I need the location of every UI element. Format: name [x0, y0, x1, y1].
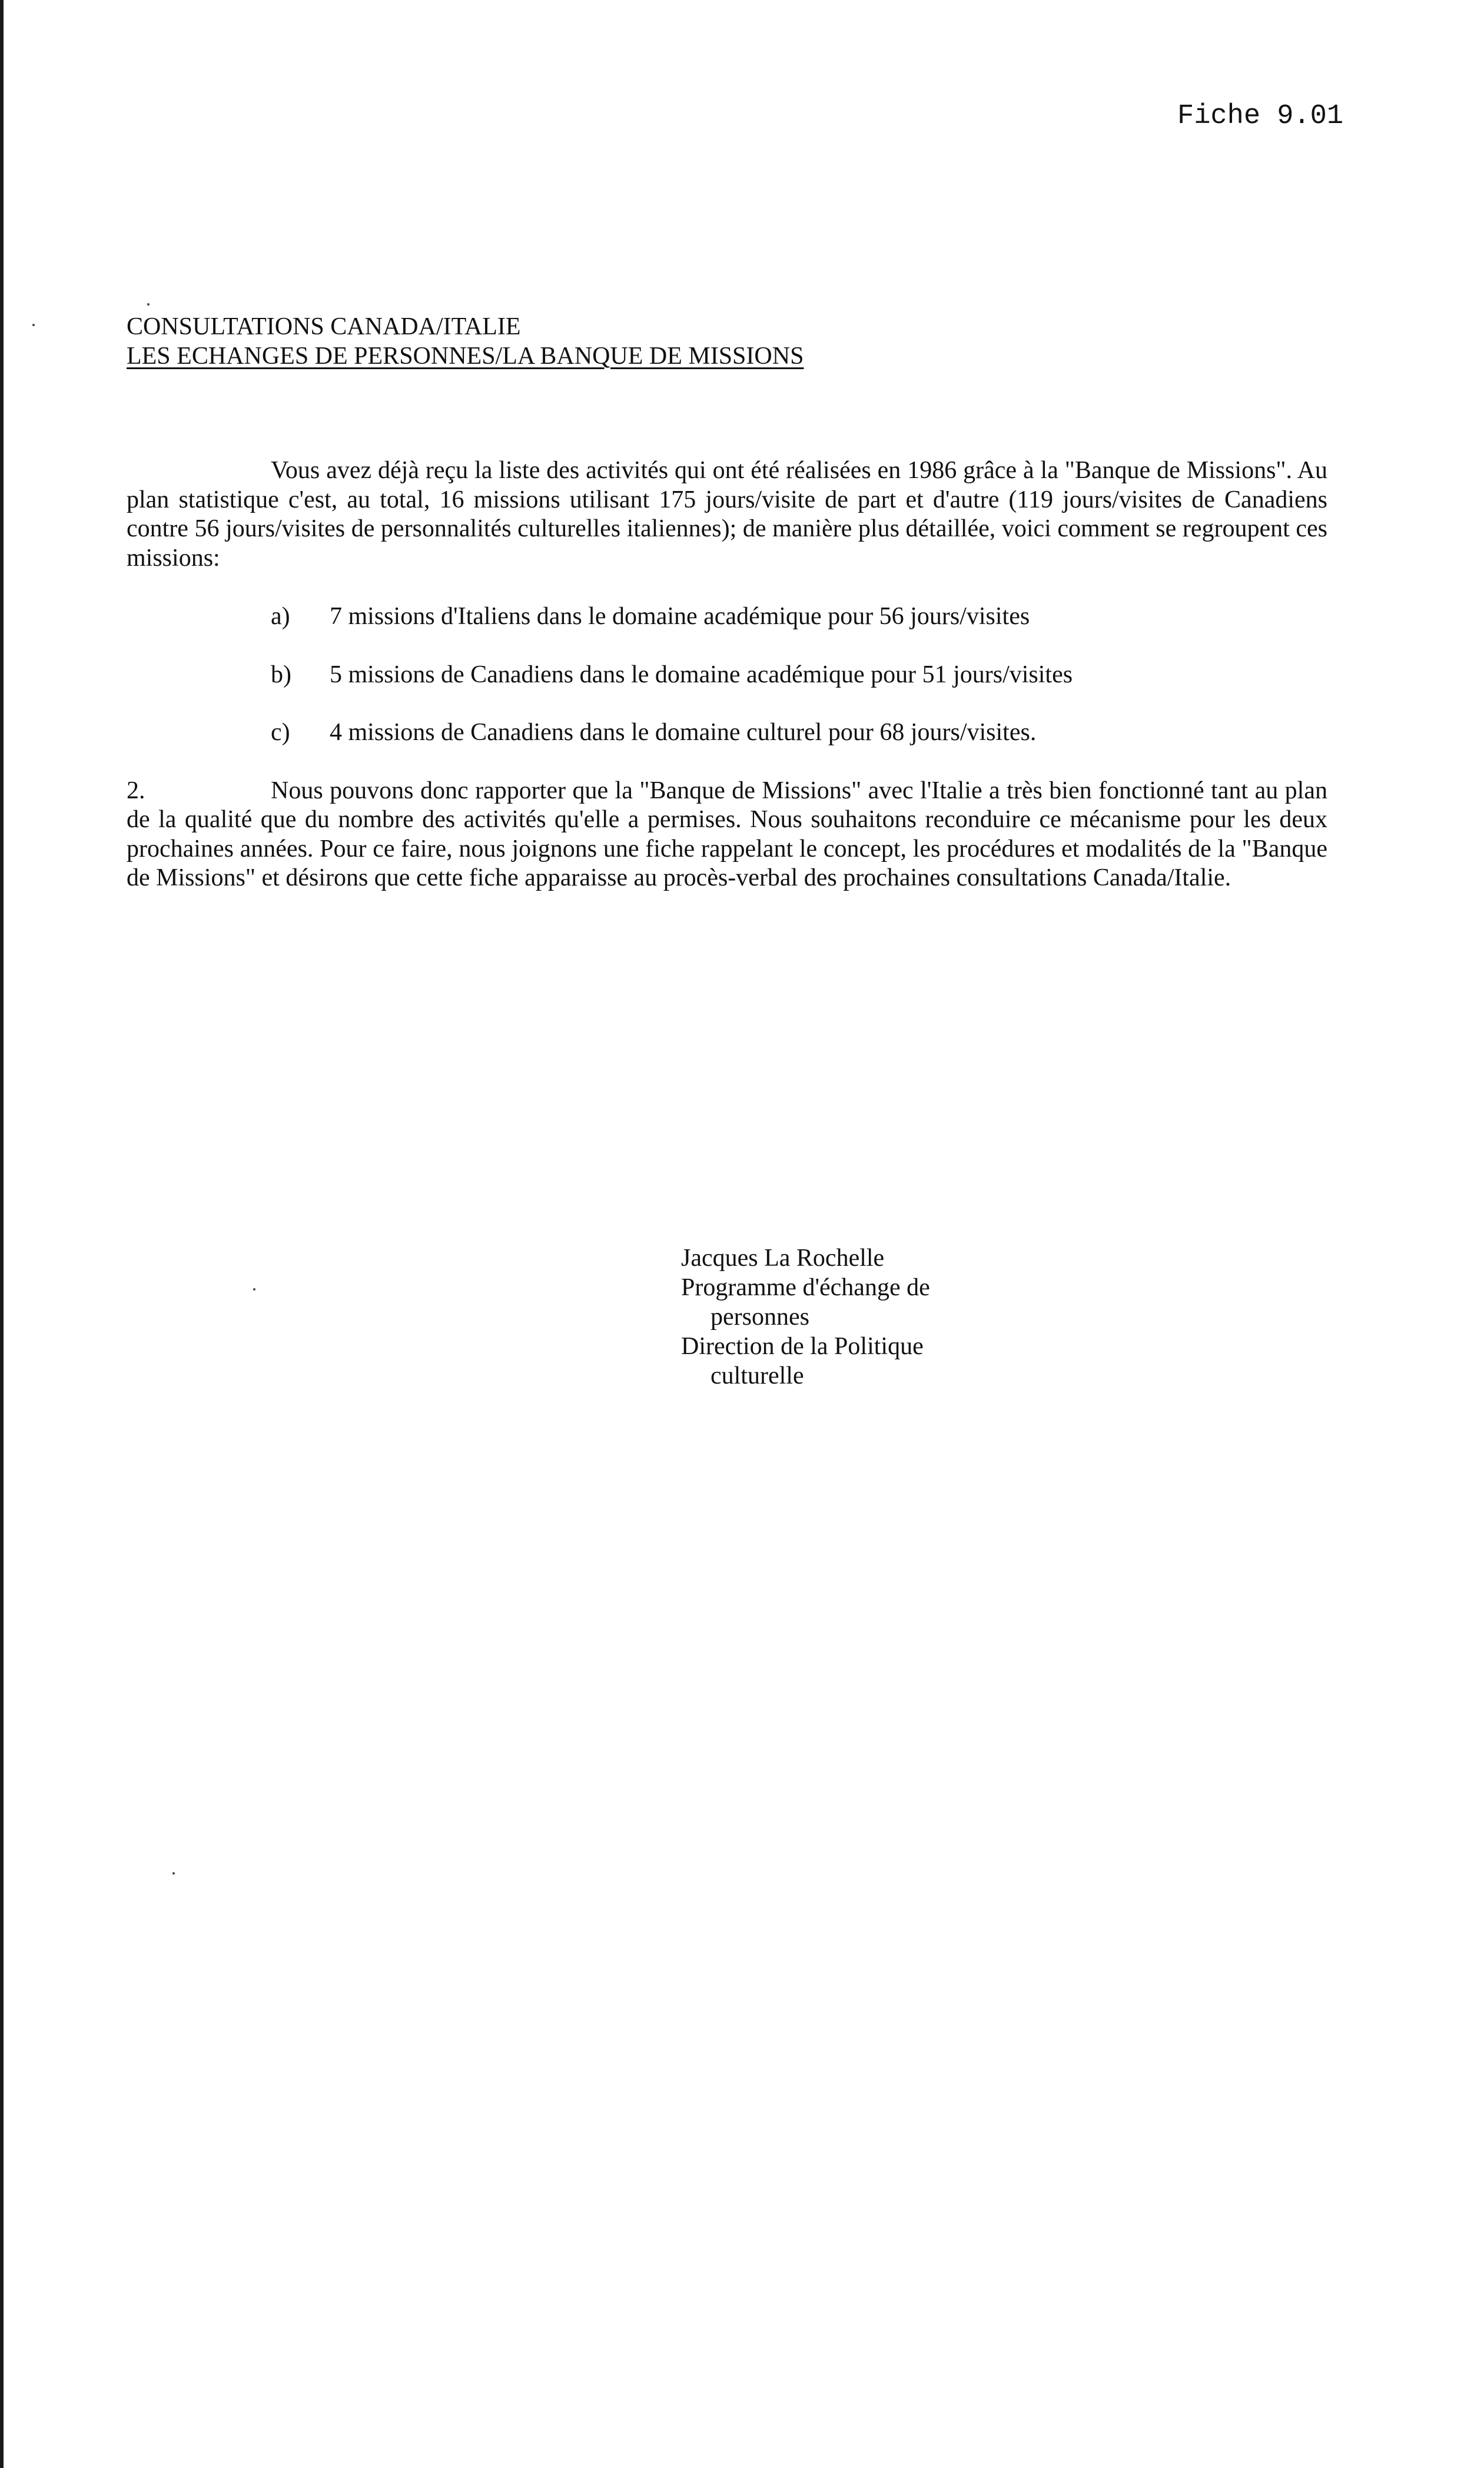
- signatory-direction: Direction de la Politique: [681, 1333, 924, 1360]
- document-body: [127, 456, 1327, 918]
- signatory-direction-cont: culturelle: [711, 1362, 804, 1389]
- list-item-text: 5 missions de Canadiens dans le domaine académique pour 51 jours/visites: [330, 661, 1073, 688]
- scan-speck: [253, 1288, 255, 1291]
- list-marker: b): [271, 661, 291, 688]
- conclusion-text: Nous pouvons donc rapporter que la "Banque de Missions" avec l'Italie a très bien fonctionné tant au plan de la qualité que du nombre des activités qu'elle a permises. Nous souhaitons reconduire ce mécanisme pour les deux prochaines années. Pour ce faire, nous joignons une fiche rappelant le concept, les procédures et modalités de la "Banque de Missions" et désirons que cette fiche apparaisse au procès-verbal des prochaines consultations Canada/Italie.: [127, 777, 1327, 891]
- list-item: [127, 661, 1327, 690]
- scan-speck: [172, 1872, 175, 1875]
- paragraph-number: 2.: [127, 777, 145, 804]
- missions-list: [127, 602, 1327, 748]
- heading-subtitle: LES ECHANGES DE PERSONNES/LA BANQUE DE MISSIONS: [127, 343, 804, 370]
- signature-block: [681, 1243, 930, 1391]
- page-reference: Fiche 9.01: [1177, 101, 1344, 132]
- heading-title: CONSULTATIONS CANADA/ITALIE: [127, 313, 521, 340]
- conclusion-paragraph: [127, 777, 1327, 893]
- intro-paragraph: [127, 456, 1327, 573]
- scan-speck: [147, 303, 150, 306]
- list-item-text: 7 missions d'Italiens dans le domaine académique pour 56 jours/visites: [330, 603, 1030, 630]
- intro-text: Vous avez déjà reçu la liste des activités qui ont été réalisées en 1986 grâce à la "Banque de Missions". Au plan statistique c'est, au total, 16 missions utilisant 175 jours/visite de part et d'autre (119 jours/visites de Canadiens contre 56 jours/visites de personnalités culturelles italiennes); de manière plus détaillée, voici comment se regroupent ces missions:: [127, 457, 1327, 572]
- list-item: [127, 602, 1327, 632]
- signatory-program-cont: personnes: [711, 1303, 809, 1331]
- list-item-text: 4 missions de Canadiens dans le domaine culturel pour 68 jours/visites.: [330, 719, 1037, 746]
- signatory-name: Jacques La Rochelle: [681, 1245, 885, 1272]
- list-marker: c): [271, 719, 290, 746]
- scan-speck: [32, 324, 35, 326]
- document-heading: [127, 312, 804, 371]
- list-item: [127, 718, 1327, 748]
- signatory-program: Programme d'échange de: [681, 1274, 930, 1301]
- scan-left-border: [0, 0, 4, 2468]
- list-marker: a): [271, 603, 290, 630]
